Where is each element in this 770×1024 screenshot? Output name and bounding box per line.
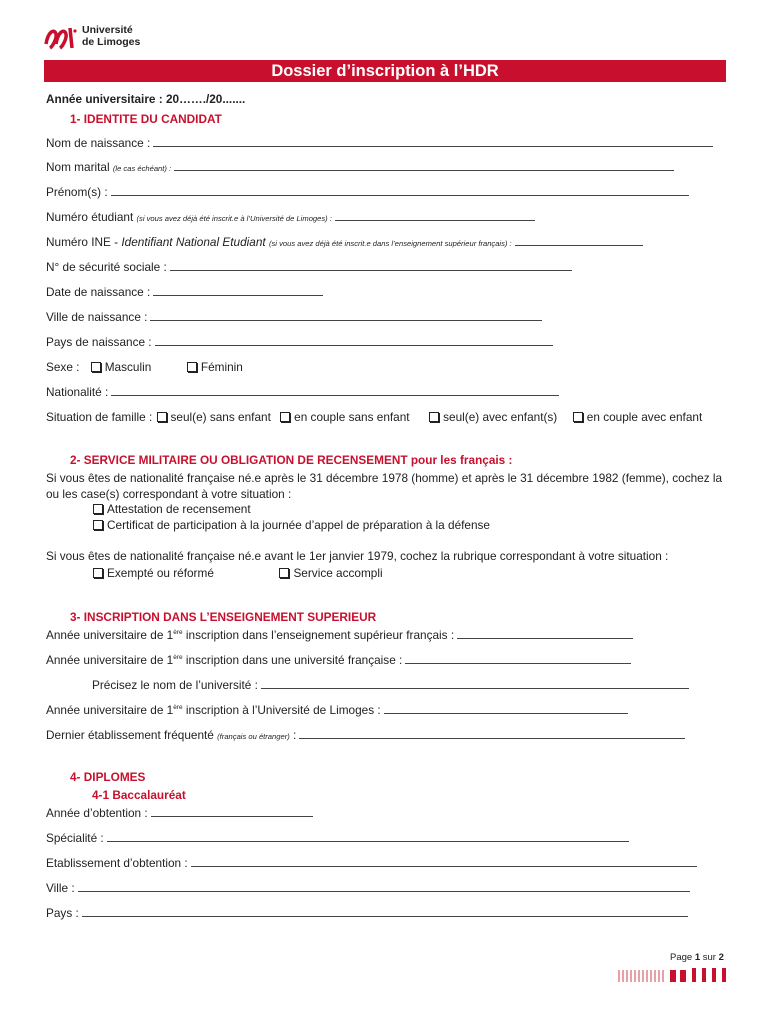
university-logo <box>44 24 154 54</box>
field-birth-name: Nom de naissance : <box>46 136 713 150</box>
field-birth-country: Pays de naissance : <box>46 335 553 349</box>
field-first-limoges-year: Année universitaire de 1ère inscription à l’Université de Limoges : <box>46 703 628 717</box>
checkbox-female[interactable] <box>187 362 197 372</box>
checkbox-single-with-children[interactable] <box>429 412 439 422</box>
field-birth-city: Ville de naissance : <box>46 310 542 324</box>
bac-city-blank[interactable] <box>78 881 690 892</box>
student-number-blank[interactable] <box>335 210 535 221</box>
first-names-blank[interactable] <box>111 185 689 196</box>
field-ine: Numéro INE - Identifiant National Etudiant (si vous avez déjà été inscrit.e dans l’enseignement supérieur français) : <box>46 235 643 251</box>
checkbox-male[interactable] <box>91 362 101 372</box>
birth-city-blank[interactable] <box>150 310 542 321</box>
section-4-title: 4- DIPLOMES <box>70 770 146 784</box>
field-married-name: Nom marital (le cas échéant) : <box>46 160 674 176</box>
option-census-certificate: Attestation de recensement <box>92 502 251 516</box>
bac-institution-blank[interactable] <box>191 856 697 867</box>
field-student-number: Numéro étudiant (si vous avez déjà été inscrit.e à l’Université de Limoges) : <box>46 210 535 226</box>
option-defense-day-certificate: Certificat de participation à la journée d’appel de préparation à la défense <box>92 518 490 532</box>
nationality-blank[interactable] <box>111 385 559 396</box>
bac-year-blank[interactable] <box>151 806 313 817</box>
last-institution-blank[interactable] <box>299 728 685 739</box>
birth-date-blank[interactable] <box>153 285 323 296</box>
checkbox-couple-with-child[interactable] <box>573 412 583 422</box>
field-last-institution: Dernier établissement fréquenté (français ou étranger) : <box>46 728 685 744</box>
option-exempt: Exempté ou réformé Service accompli <box>92 566 383 580</box>
bac-specialty-blank[interactable] <box>107 831 629 842</box>
section-2-title: 2- SERVICE MILITAIRE OU OBLIGATION DE RECENSEMENT pour les français : <box>70 453 513 467</box>
first-limoges-year-blank[interactable] <box>384 703 628 714</box>
ine-blank[interactable] <box>515 235 643 246</box>
section-2-paragraph-2: Si vous êtes de nationalité française né.e avant le 1er janvier 1979, cochez la rubrique correspondant à votre situation : <box>46 549 669 563</box>
checkbox-couple-no-child[interactable] <box>280 412 290 422</box>
checkbox-service-done[interactable] <box>279 568 289 578</box>
section-3-title: 3- INSCRIPTION DANS L’ENSEIGNEMENT SUPERIEUR <box>70 610 377 624</box>
university-logo-mark-icon <box>44 24 78 52</box>
field-family-status: Situation de famille : seul(e) sans enfant en couple sans enfant seul(e) avec enfant(s) en couple avec enfant <box>46 410 703 424</box>
field-social-security: N° de sécurité sociale : <box>46 260 572 274</box>
bac-country-blank[interactable] <box>82 906 688 917</box>
first-higher-ed-year-blank[interactable] <box>457 628 633 639</box>
married-name-blank[interactable] <box>174 160 674 171</box>
checkbox-defense-day[interactable] <box>93 520 103 530</box>
document-title: Dossier d’inscription à l’HDR <box>44 60 726 82</box>
university-name-blank[interactable] <box>261 678 689 689</box>
university-logo-text: Université de Limoges <box>82 24 141 48</box>
page-number: Page 1 sur 2 <box>670 952 724 963</box>
field-university-name: Précisez le nom de l’université : <box>92 678 689 692</box>
section-2-paragraph-1a: Si vous êtes de nationalité française né.e après le 31 décembre 1978 (homme) et après le 31 décembre 1982 (femme), cochez la <box>46 471 723 485</box>
field-bac-institution: Etablissement d’obtention : <box>46 856 697 870</box>
footer-decoration-icon <box>618 966 726 982</box>
checkbox-exempt[interactable] <box>93 568 103 578</box>
field-nationality: Nationalité : <box>46 385 559 399</box>
field-birth-date: Date de naissance : <box>46 285 323 299</box>
social-security-blank[interactable] <box>170 260 572 271</box>
birth-name-blank[interactable] <box>153 136 713 147</box>
field-bac-city: Ville : <box>46 881 690 895</box>
section-4-1-title: 4-1 Baccalauréat <box>92 788 186 802</box>
first-university-year-blank[interactable] <box>405 653 631 664</box>
checkbox-single-no-child[interactable] <box>157 412 167 422</box>
checkbox-census[interactable] <box>93 504 103 514</box>
section-2-paragraph-1b: ou les case(s) correspondant à votre situation : <box>46 487 292 501</box>
section-1-title: 1- IDENTITE DU CANDIDAT <box>70 112 222 126</box>
field-first-university-year: Année universitaire de 1ère inscription dans une université française : <box>46 653 631 667</box>
field-first-names: Prénom(s) : <box>46 185 689 199</box>
field-bac-country: Pays : <box>46 906 688 920</box>
field-bac-year: Année d’obtention : <box>46 806 313 820</box>
academic-year: Année universitaire : 20……./20....... <box>46 92 246 106</box>
field-sex: Sexe : Masculin Féminin <box>46 360 243 374</box>
birth-country-blank[interactable] <box>155 335 553 346</box>
field-first-higher-ed-year: Année universitaire de 1ère inscription dans l’enseignement supérieur français : <box>46 628 633 642</box>
field-bac-specialty: Spécialité : <box>46 831 629 845</box>
